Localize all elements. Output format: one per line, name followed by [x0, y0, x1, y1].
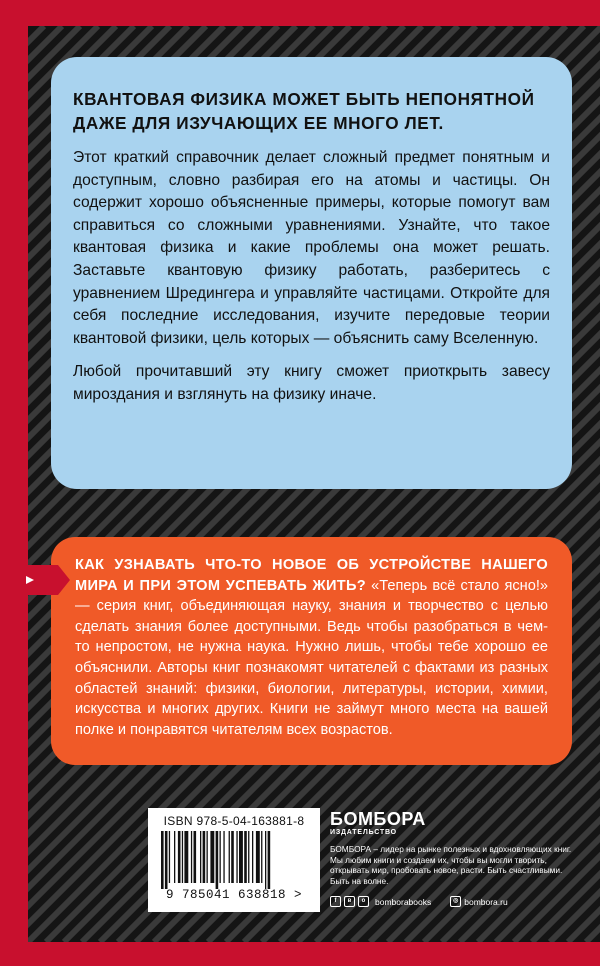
- publisher-description: БОМБОРА – лидер на рынке полезных и вдохновляющих книг. Мы любим книги и создаем их, чтобы вы могли творить, открывать мир, пробовать новое, расти. Быть счастливыми. Быть на волне.: [330, 844, 572, 886]
- barcode-bar: [223, 831, 224, 883]
- barcode-bar: [268, 831, 271, 889]
- barcode-number: 9 785041 638818 >: [165, 888, 303, 902]
- barcode-bar: [169, 831, 170, 883]
- barcode-bar: [178, 831, 181, 883]
- description-paragraph: Этот краткий справочник делает сложный предмет понятным и доступным, словно разбирая его на атомы и частицы. Он содержит хорошо объясненные примеры, которые помогут вам справиться со сложными уравнениями. Узнайте, что такое квантовая физика и какие проблемы она может решать. Заставьте квантовую физику работать, разберитесь с уравнением Шредингера и управляйте частицами. Откройте для себя последние исследования, изучите передовые теории квантовой физики, цель которых — объяснить саму Вселенную.: [73, 149, 550, 347]
- barcode-bar: [203, 831, 206, 883]
- barcode-bar: [184, 831, 188, 883]
- barcode-bar: [161, 831, 164, 889]
- description-panel: [51, 57, 572, 489]
- barcode-bar: [200, 831, 201, 883]
- publisher-logo-subtitle: ИЗДАТЕЛЬСТВО: [330, 829, 397, 836]
- bookmark-tab-icon: [0, 565, 70, 595]
- barcode-bar: [194, 831, 197, 883]
- barcode-bar: [252, 831, 253, 883]
- barcode-bar: [244, 831, 247, 883]
- barcode-bar: [174, 831, 175, 883]
- series-text: [75, 555, 548, 740]
- barcode-bar: [207, 831, 208, 883]
- barcode-bar: [210, 831, 214, 883]
- website-link[interactable]: bombora.ru: [464, 896, 508, 907]
- series-lead: КАК УЗНАВАТЬ ЧТО-ТО НОВОЕ ОБ УСТРОЙСТВЕ НАШЕГО МИРА И ПРИ ЭТОМ УСПЕВАТЬ ЖИТЬ?: [75, 557, 548, 594]
- barcode-bar: [261, 831, 262, 883]
- series-panel: [51, 537, 572, 765]
- vk-icon: в: [344, 896, 355, 907]
- barcode-bar: [231, 831, 234, 883]
- globe-icon: ◎: [450, 896, 461, 907]
- facebook-icon: f: [330, 896, 341, 907]
- publisher-block: [330, 810, 580, 907]
- barcode-bar: [191, 831, 192, 883]
- isbn-text: ISBN 978-5-04-163881-8: [163, 814, 305, 828]
- barcode-bar: [236, 831, 237, 883]
- publisher-logo: БОМБОРА: [330, 809, 426, 829]
- barcode-bar: [256, 831, 260, 883]
- barcode-bar: [216, 831, 219, 889]
- barcode-bar: [182, 831, 183, 883]
- publisher-contacts: [330, 896, 580, 907]
- barcode-bar: [265, 831, 266, 889]
- barcode-bar: [165, 831, 168, 889]
- series-body: «Теперь всё стало ясно!» — серия книг, объединяющая науку, знания и творчество с целью сделать знания более доступными. Ведь чтобы разобраться в чем-то непростом, не нужна наука. Нужно лишь, чтобы тебе хорошо ее объяснили. Авторы книг познакомят читателей с фактами из разных областей знаний: физики, биологии, литературы, истории, химии, искусства и многих других. Книги не займут много места на вашей полке и понравятся читателям всех возрастов.: [75, 577, 548, 738]
- barcode-icon: [155, 831, 313, 889]
- barcode-bar: [239, 831, 243, 883]
- barcode-label: [148, 808, 320, 912]
- barcode-bar: [220, 831, 221, 883]
- description-heading: КВАНТОВАЯ ФИЗИКА МОЖЕТ БЫТЬ НЕПОНЯТНОЙ ДАЖЕ ДЛЯ ИЗУЧАЮЩИХ ЕЕ МНОГО ЛЕТ.: [73, 89, 535, 133]
- social-handle[interactable]: bomborabooks: [375, 896, 432, 907]
- description-closing-paragraph: Любой прочитавший эту книгу сможет приоткрыть завесу мироздания и взглянуть на физику иначе.: [73, 363, 550, 403]
- barcode-bar: [229, 831, 230, 883]
- barcode-bar: [248, 831, 249, 883]
- ok-icon: о: [358, 896, 369, 907]
